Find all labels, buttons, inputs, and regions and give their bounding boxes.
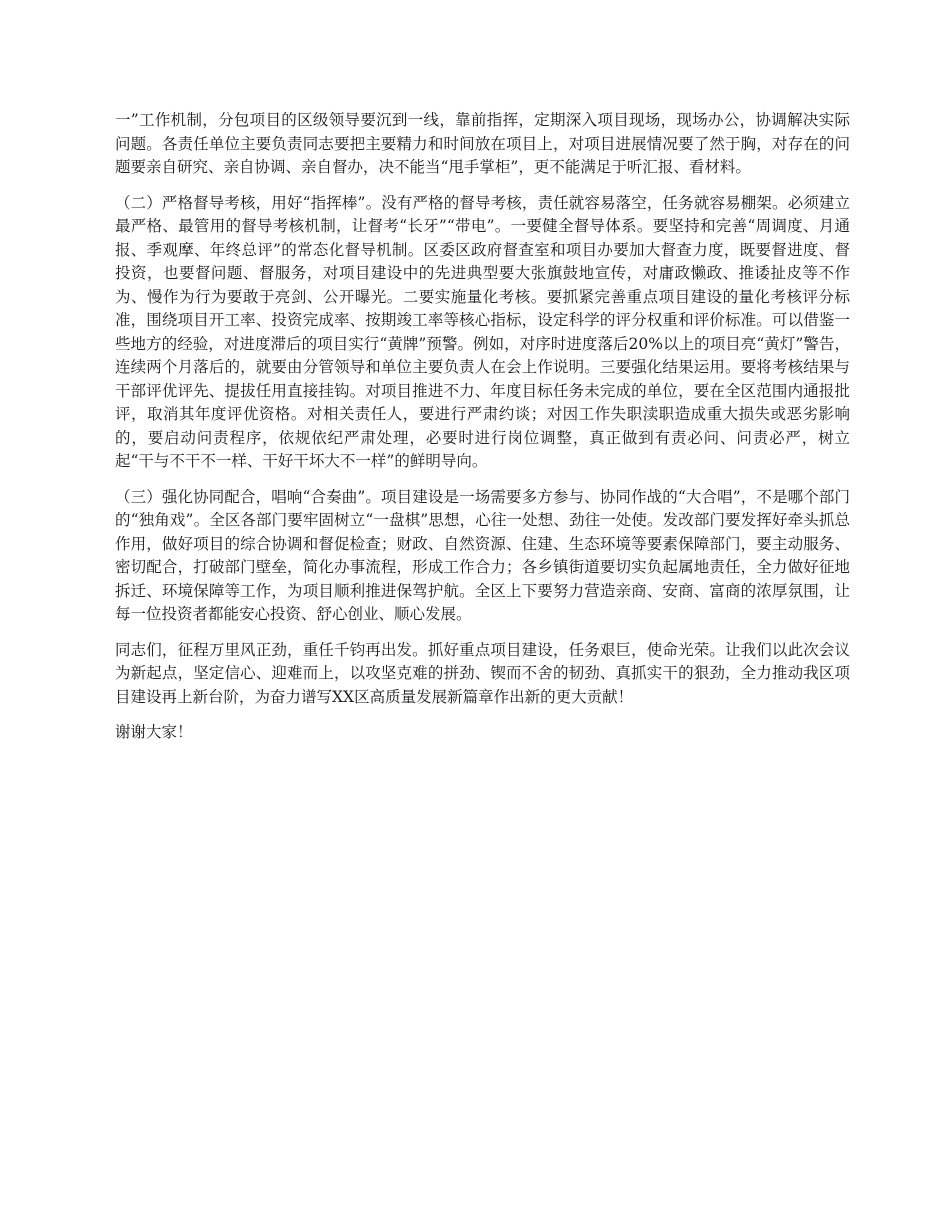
paragraph-closing: 同志们，征程万里风正劲，重任千钧再出发。抓好重点项目建设，任务艰巨，使命光荣。让我们以此次会议为新起点，坚定信心、迎难而上，以攻坚克难的拼劲、锲而不舍的韧劲、真抓实干的狠劲，全力推动我区项目建设再上新台阶，为奋力谱写XX区高质量发展新篇章作出新的更大贡献！ [115, 640, 850, 706]
paragraph-coordination: （三）强化协同配合，唱响“合奏曲”。项目建设是一场需要多方参与、协同作战的“大合唱”，不是哪个部门的“独角戏”。全区各部门要牢固树立“一盘棋”思想，心往一处想、劲往一处使。发改部门要发挥好牵头抓总作用，做好项目的综合协调和督促检查；财政、自然资源、住建、生态环境等要素保障部门，要主动服务、密切配合，打破部门壁垒，简化办事流程，形成工作合力；各乡镇街道要切实负起属地责任，全力做好征地拆迁、环境保障等工作，为项目顺利推进保驾护航。全区上下要努力营造亲商、安商、富商的浓厚氛围，让每一位投资者都能安心投资、舒心创业、顺心发展。 [115, 487, 850, 623]
paragraph-thanks: 谢谢大家！ [115, 723, 193, 741]
paragraph-supervision-assessment: （二）严格督导考核，用好“指挥棒”。没有严格的督导考核，责任就容易落空，任务就容易棚架。必须建立最严格、最管用的督导考核机制，让督考“长牙”“带电”。一要健全督导体系。要坚持和完善“周调度、月通报、季观摩、年终总评”的常态化督导机制。区委区政府督查室和项目办要加大督查力度，既要督进度、督投资，也要督问题、督服务，对项目建设中的先进典型要大张旗鼓地宣传，对庸政懒政、推诿扯皮等不作为、慢作为行为要敢于亮剑、公开曝光。二要实施量化考核。要抓紧完善重点项目建设的量化考核评分标准，围绕项目开工率、投资完成率、按期竣工率等核心指标，设定科学的评分权重和评价标准。可以借鉴一些地方的经验，对进度滞后的项目实行“黄牌”预警。例如，对序时进度落后20%以上的项目亮“黄灯”警告，连续两个月落后的，就要由分管领导和单位主要负责人在会上作说明。三要强化结果运用。要将考核结果与干部评优评先、提拔任用直接挂钩。对项目推进不力、年度目标任务未完成的单位，要在全区范围内通报批评，取消其年度评优资格。对相关责任人，要进行严肃约谈；对因工作失职渎职造成重大损失或恶劣影响的，要启动问责程序，依规依纪严肃处理，必要时进行岗位调整，真正做到有责必问、问责必严，树立起“干与不干不一样、干好干坏大不一样”的鲜明导向。 [115, 193, 850, 470]
document-body [115, 109, 850, 757]
paragraph-work-mechanism: 一”工作机制，分包项目的区级领导要沉到一线，靠前指挥，定期深入项目现场，现场办公，协调解决实际问题。各责任单位主要负责同志要把主要精力和时间放在项目上，对项目进展情况要了然于胸，对存在的问题要亲自研究、亲自协调、亲自督办，决不能当“甩手掌柜”，更不能满足于听汇报、看材料。 [115, 111, 850, 176]
